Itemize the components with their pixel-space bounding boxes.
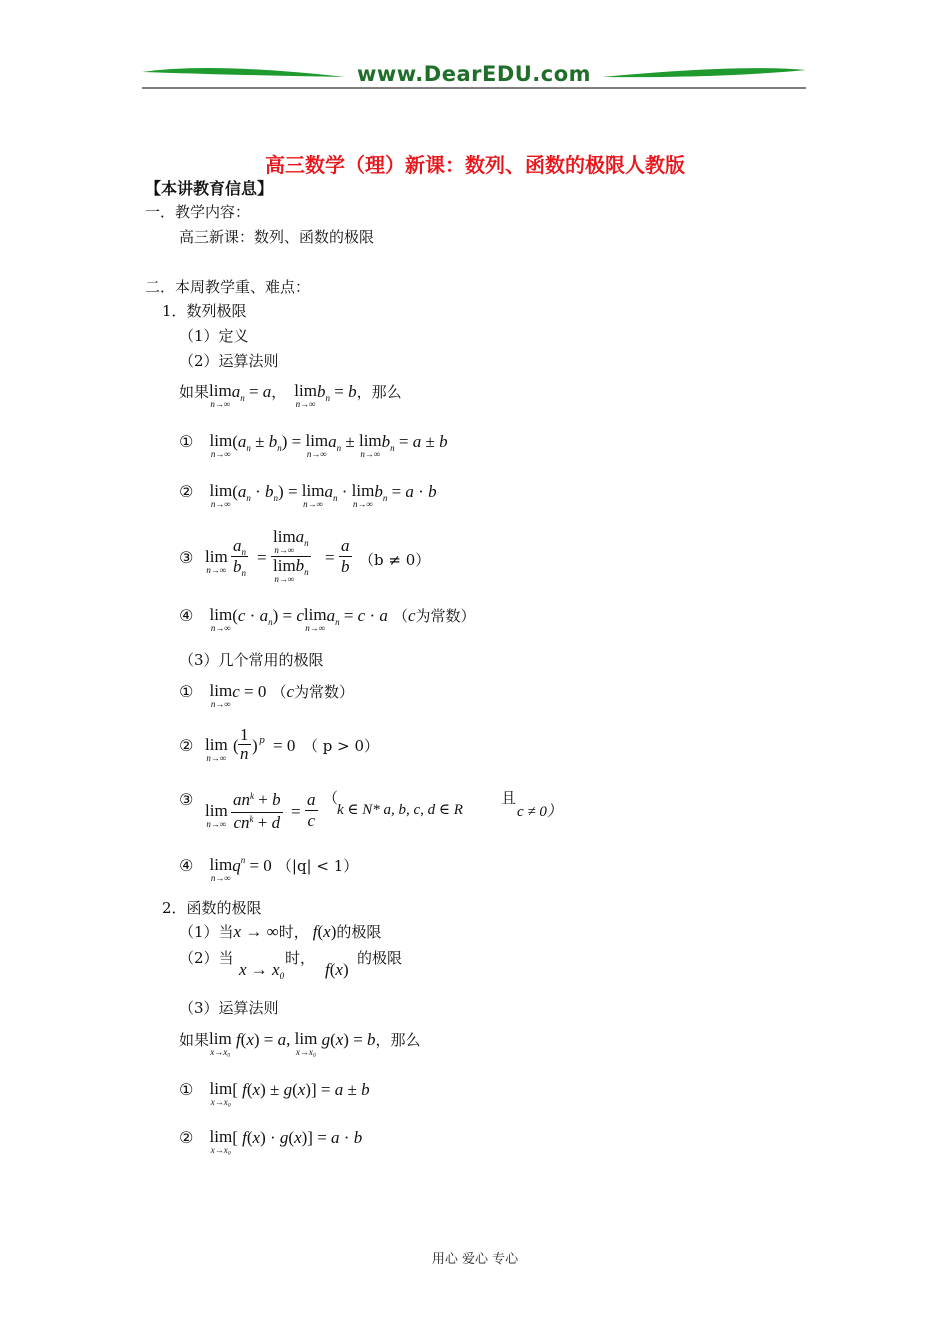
b-nonzero-condition: （b ≠ 0）: [359, 551, 431, 569]
marker-4: ④: [179, 606, 194, 625]
common-limits-heading: （3）几个常用的极限: [179, 651, 324, 669]
part2-case-1: （1）当x → ∞时， f(x)的极限: [179, 922, 382, 941]
common-limit-1: ① lim n→∞ c = 0 （c为常数）: [179, 681, 355, 709]
marker-2: ②: [179, 482, 194, 501]
k-condition-formula: k ∈ N* a, b, c, d ∈ R: [337, 802, 463, 818]
sec2-heading: 二．本周教学重、难点：: [145, 278, 311, 296]
sec1-content: 高三新课：数列、函数的极限: [179, 228, 375, 246]
site-logo-text: www.DearEDU.com: [356, 62, 592, 86]
info-label: 【本讲教育信息】: [145, 179, 274, 198]
marker-3: ③: [179, 548, 194, 567]
q-condition: （|q| < 1）: [276, 857, 359, 875]
part1-definition: （1）定义: [179, 327, 249, 345]
seq-rule-1: ① lim n→∞ $(a_n \pm b_n)$ = lim n→∞ $a_n$ ± lim n→∞ $b_n = a \pm b$: [179, 431, 448, 459]
seq-rule-2: ② lim n→∞ $(a_n \cdot b_n)$ = lim n→∞ $a_n$ · lim n→∞ $b_n = a \cdot b$: [179, 481, 437, 509]
left-leaf-icon: [142, 68, 345, 77]
marker-1: ①: [179, 432, 194, 451]
func-rule-2: ② lim x→x₀ [ f(x) · g(x)] = a · b: [179, 1127, 363, 1155]
page-footer: 用心 爱心 专心: [431, 1252, 519, 1267]
func-if-line: 如果 lim x→x₀ f(x) = a, lim x→x₀ g(x) = b，那么: [179, 1029, 421, 1057]
seq-if-line: 如果 lim n→∞ $a_n = a$， lim n→∞ $b_n = b$，那么: [179, 381, 402, 409]
p-condition: （ p > 0）: [303, 737, 380, 755]
part1-heading: 1．数列极限: [162, 302, 247, 320]
part1-rules: （2）运算法则: [179, 352, 279, 370]
common-limit-4: ④ lim n→∞ $q^n = 0$ （|q| < 1）: [179, 855, 359, 883]
sec1-heading: 一．教学内容：: [145, 203, 251, 221]
part2-heading: 2．函数的极限: [162, 899, 262, 917]
page-title: 高三数学（理）新课：数列、函数的极限人教版: [265, 153, 685, 177]
right-leaf-icon: [602, 68, 806, 77]
seq-rule-4: ④ lim n→∞ $(c \cdot a_n) = c$ lim n→∞ $a_n = c \cdot a$ （c为常数）: [179, 605, 476, 633]
part2-rules: （3）运算法则: [179, 999, 279, 1017]
func-rule-1: ① lim x→x₀ [ f(x) ± g(x)] = a ± b: [179, 1079, 370, 1107]
